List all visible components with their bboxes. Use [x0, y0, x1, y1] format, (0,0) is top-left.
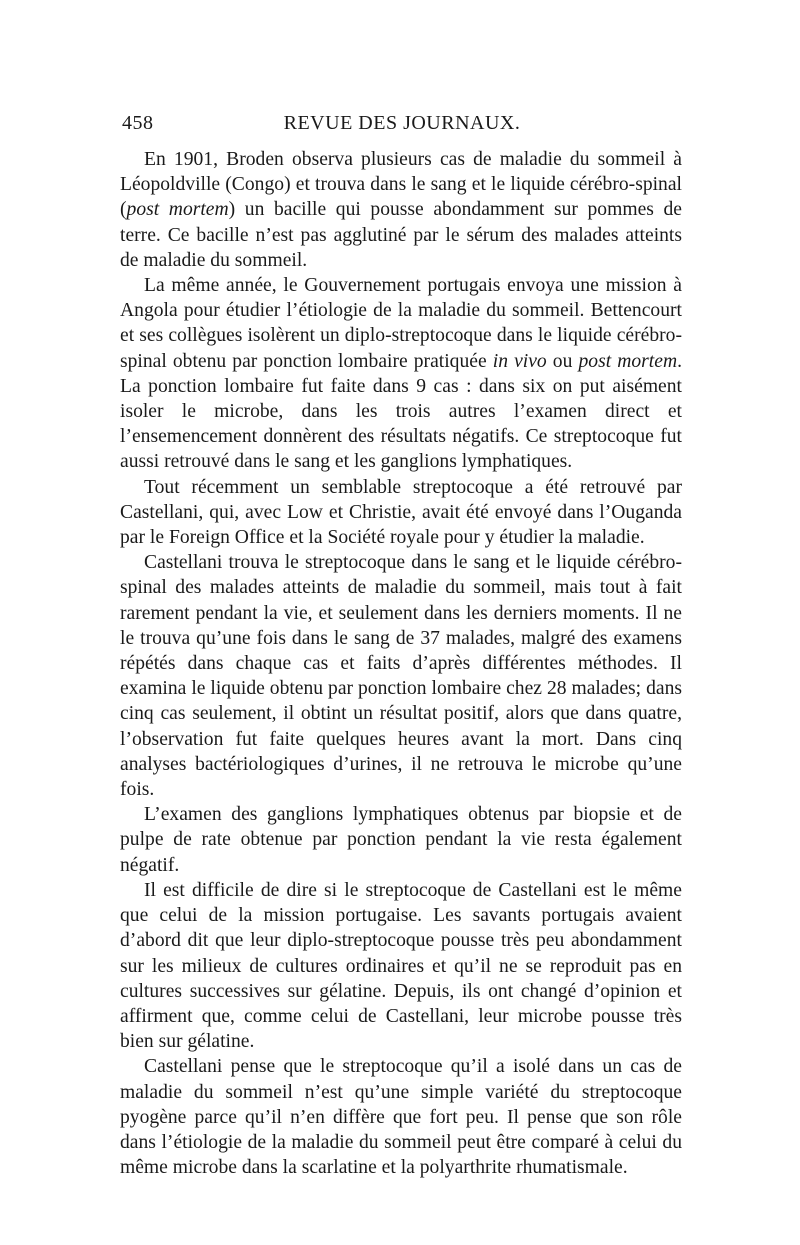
paragraph: L’examen des ganglions lymphatiques obtenus par biopsie et de pulpe de rate obtenue par ponction pendant la vie resta également négatif. [120, 804, 682, 876]
article-body [120, 147, 682, 1180]
running-title: REVUE DES JOURNAUX. [283, 112, 521, 134]
paragraph: Castellani trouva le streptocoque dans le sang et le liquide cérébro-spinal des malades atteints de maladie du sommeil, mais tout à fait rarement pendant la vie, et seulement dans les derniers moments. Il ne le trouva qu’une fois dans le sang de 37 malades, malgré des examens répétés dans chaque cas et faits d’après différentes méthodes. Il examina le liquide obtenu par ponction lombaire chez 28 malades; dans cinq cas seulement, il obtint un résultat positif, alors que dans quatre, l’observation fut faite quelques heures avant la mort. Dans cinq analyses bactériologiques d’urines, il ne retrouva le microbe qu’une fois. [120, 552, 682, 801]
paragraph: Il est difficile de dire si le streptocoque de Castellani est le même que celui de la mission portugaise. Les savants portugais avaient d’abord dit que leur diplo-streptocoque pousse très peu abondamment sur les milieux de cultures ordinaires et qu’il ne se reproduit pas en cultures successives sur gélatine. Depuis, ils ont changé d’opinion et affirment que, comme celui de Castellani, leur microbe pousse très bien sur gélatine. [120, 879, 682, 1053]
page-number: 458 [122, 112, 154, 134]
paragraph: En 1901, Broden observa plusieurs cas de maladie du sommeil à Léopoldville (Congo) et trouva dans le sang et le liquide cérébro-spinal (post mortem) un bacille qui pousse abondamment sur pommes de terre. Ce bacille n’est pas agglutiné par le sérum des malades atteints de maladie du sommeil. [120, 149, 682, 271]
paragraph: Castellani pense que le streptocoque qu’il a isolé dans un cas de maladie du sommeil n’est qu’une simple variété du streptocoque pyogène parce qu’il n’en diffère que fort peu. Il pense que son rôle dans l’étiologie de la maladie du sommeil peut être comparé à celui du même microbe dans la scarlatine et la polyarthrite rhumatismale. [120, 1056, 682, 1179]
paragraph: La même année, le Gouvernement portugais envoya une mission à Angola pour étudier l’étiologie de la maladie du sommeil. Bettencourt et ses collègues isolèrent un diplo-streptocoque dans le liquide cérébro-spinal obtenu par ponction lombaire pratiquée in vivo ou post mortem. La ponction lombaire fut faite dans 9 cas : dans six on put aisément isoler le microbe, dans les trois autres l’examen direct et l’ensemencement donnèrent des résultats négatifs. Ce streptocoque fut aussi retrouvé dans le sang et les ganglions lymphatiques. [120, 275, 682, 473]
page-header [122, 112, 682, 142]
paragraph: Tout récemment un semblable streptocoque a été retrouvé par Castellani, qui, avec Low et Christie, avait été envoyé dans l’Ouganda par le Foreign Office et la Société royale pour y étudier la maladie. [120, 476, 682, 549]
